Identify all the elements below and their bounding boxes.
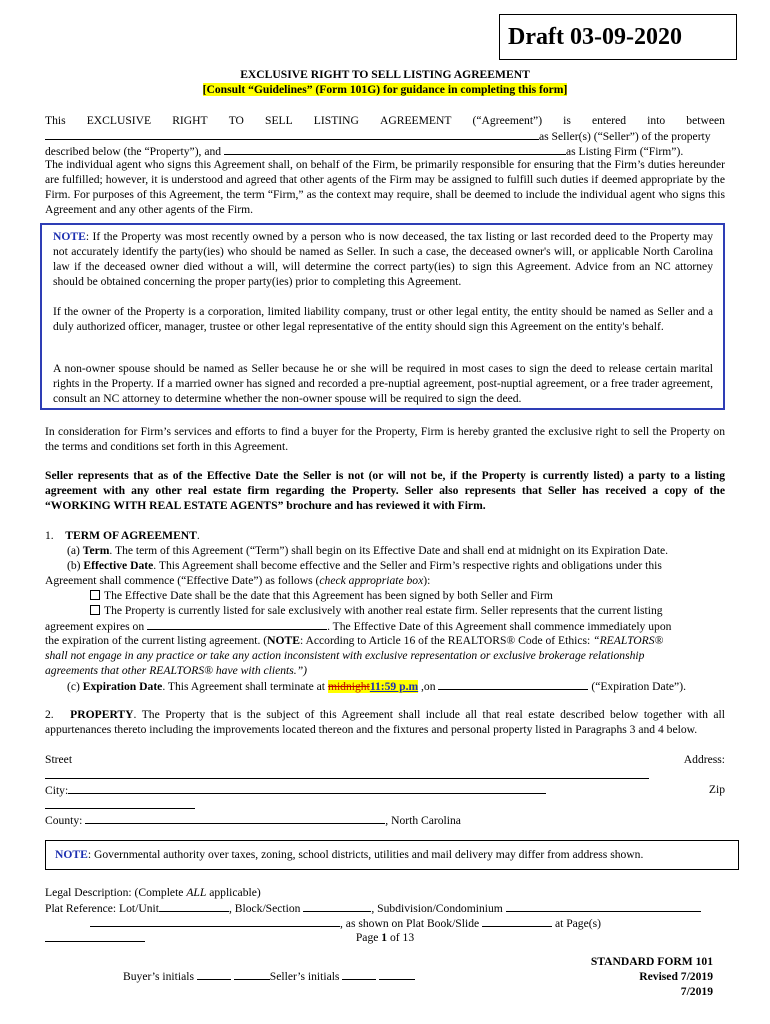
effective-date-line-2	[45, 573, 725, 588]
county-label: County:	[45, 814, 83, 827]
effective-option-2	[90, 603, 725, 618]
expiration-date-field[interactable]	[438, 678, 588, 690]
term-clause	[67, 543, 725, 558]
subdivision-label: , Subdivision/Condominium	[371, 902, 503, 915]
form-number: STANDARD FORM 101	[590, 955, 713, 968]
expiration-prefix: (c)	[67, 680, 83, 693]
county-field[interactable]	[85, 812, 385, 824]
note-paragraph-3: A non-owner spouse should be named as Seller because he or she will be required in most cases to sign the deed to release certain marital rights in the Property. If a married owner has signed and recorded a pre-nuptial agreement, post-nuptial agreement, or a free trader agreement, consult an NC attorney to determine whether the non-owner spouse will be required to sign the deed.	[53, 362, 713, 405]
expires-on-text: agreement expires on	[45, 620, 145, 633]
legal-desc-a: Legal Description: (Complete	[45, 886, 187, 899]
legal-desc-all: ALL	[186, 886, 207, 899]
street-address-field[interactable]	[45, 767, 649, 779]
ethics-line-2: shall not engage in any practice or take any action inconsistent with exclusive representation or exclusive brokerage relationship	[45, 649, 645, 662]
block-label: , Block/Section	[228, 902, 301, 915]
check-appropriate-box: check appropriate box	[319, 574, 424, 587]
option-2-line-2	[45, 618, 725, 634]
effective-date-clause	[67, 558, 725, 573]
street-address-field-row	[45, 767, 649, 783]
effective-text-3: ):	[423, 574, 431, 587]
city-field[interactable]	[68, 782, 546, 794]
intro-seller-line	[45, 128, 725, 144]
ethics-quote-start: “REALTORS®	[593, 634, 664, 647]
section-1-number: 1.	[45, 529, 54, 542]
intro-body: The individual agent who signs this Agreement shall, on behalf of the Firm, be primarily responsible for ensuring that the Firm’s duties hereunder are fulfilled; however, it is understood and agreed that other agents of the Firm may be assigned to fulfill such duties if deemed appropriate by the Firm. For purposes of this Agreement, the term “Firm,” as the context may require, shall be deemed to include the individual agent who signs this Agreement and any other agents of the Firm.	[45, 158, 725, 216]
section-1-title: TERM OF AGREEMENT	[65, 529, 197, 542]
plat-reference-line	[45, 900, 735, 916]
option-2-text: The Property is currently listed for sale exclusively with another real estate firm. Seller represents that the current listing	[104, 604, 663, 617]
section-2-text: . The Property that is the subject of this Agreement shall include all that real estate described below together with all appurtenances thereto including the improvements located thereon and the fixtures and personal property listed in Paragraphs 3 and 4 below.	[45, 708, 725, 736]
option-1-checkbox[interactable]	[90, 590, 100, 600]
page-text-a: Page	[355, 931, 382, 944]
seller-initials-field-1[interactable]	[342, 968, 376, 980]
effective-text-2: Agreement shall commence (“Effective Date”) as follows (	[45, 574, 320, 587]
seller-initials-label: Seller’s initials	[269, 970, 340, 983]
note-p1-text: : If the Property was most recently owned by a person who is now deceased, the tax listing or last recorded deed to the Property may not accurately identify the party(ies) who should be named as Seller. In such a case, the deceased owner's will, or applicable North Carolina law if the deceased owner died without a will, will determine the correct party(ies) to sign this Agreement. Advice from an NC attorney should be obtained concerning the proper party(ies) prior to completing this Agreement.	[53, 230, 713, 288]
intro-word: AGREEMENT	[379, 114, 452, 127]
zip-label: Zip	[708, 783, 725, 796]
page-text-b: of 13	[387, 931, 415, 944]
governmental-note-box	[45, 840, 739, 870]
expiration-label: Expiration Date	[82, 680, 163, 693]
seller-suffix: as Seller(s) (“Seller”) of the property	[539, 130, 711, 143]
zip-field[interactable]	[45, 797, 195, 809]
note-paragraph-2: If the owner of the Property is a corporation, limited liability company, trust or other legal entity, the entity should be named as Seller and a duly authorized officer, manager, trustee or other legal representative of the entity should sign this Agreement on the entity's behalf.	[53, 305, 713, 333]
ethics-intro: : According to Article 16 of the REALTORS® Code of Ethics:	[300, 634, 594, 647]
expiration-date-clause	[67, 678, 725, 694]
intro-word: into	[647, 114, 666, 127]
plat-book-prefix-field[interactable]	[90, 915, 340, 927]
city-label: City:	[45, 784, 69, 797]
plat-label: Plat Reference: Lot/Unit	[45, 902, 159, 915]
option-1-text: The Effective Date shall be the date that this Agreement has been signed by both Seller and Firm	[104, 589, 553, 602]
county-suffix: , North Carolina	[385, 814, 461, 827]
plat-book-line	[90, 915, 730, 931]
intro-word: between	[686, 114, 725, 127]
county-line	[45, 812, 461, 828]
page-num: 1	[381, 931, 388, 944]
consideration-paragraph: In consideration for Firm’s services and efforts to find a buyer for the Property, Firm is hereby granted the exclusive right to sell the Property on the terms and conditions set forth in this Agreement.	[45, 425, 725, 453]
term-prefix: (a)	[67, 544, 83, 557]
ethics-note-label: NOTE	[267, 634, 300, 647]
term-text: . The term of this Agreement (“Term”) shall begin on its Effective Date and shall end at midnight on its Expiration Date.	[109, 544, 669, 557]
described-text: described below (the “Property”), and	[45, 145, 222, 158]
city-zip-line	[45, 782, 725, 798]
plat-book-label: , as shown on Plat Book/Slide	[340, 917, 480, 930]
note-label: NOTE	[53, 230, 86, 243]
page-label: at Page(s)	[554, 917, 601, 930]
firm-name-field[interactable]	[224, 143, 566, 155]
block-section-field[interactable]	[303, 900, 371, 912]
intro-line-1	[45, 113, 725, 128]
plat-book-field[interactable]	[482, 915, 552, 927]
intro-word: entered	[591, 114, 627, 127]
section-2-paragraph	[45, 707, 725, 737]
document-subtitle	[0, 82, 770, 97]
lot-unit-field[interactable]	[159, 900, 229, 912]
draft-label: Draft 03-09-2020	[499, 14, 737, 60]
initials-line	[123, 968, 415, 984]
buyer-initials-field-2[interactable]	[234, 968, 270, 980]
term-label: Term	[82, 544, 110, 557]
legal-description-line	[45, 885, 261, 900]
subtitle-highlight: [Consult “Guidelines” (Form 101G) for guidance in completing this form]	[202, 83, 568, 96]
document-title: EXCLUSIVE RIGHT TO SELL LISTING AGREEMENT	[240, 68, 530, 81]
intro-word: SELL	[265, 114, 293, 127]
subdivision-field[interactable]	[506, 900, 701, 912]
effective-prefix: (b)	[67, 559, 84, 572]
firm-suffix: as Listing Firm (“Firm”).	[566, 145, 684, 158]
zip-field-row	[45, 797, 195, 813]
option-2-line-3	[45, 633, 725, 648]
buyer-initials-field-1[interactable]	[197, 968, 231, 980]
legal-desc-b: applicable)	[206, 886, 261, 899]
intro-word: is	[563, 114, 571, 127]
intro-word: LISTING	[313, 114, 359, 127]
effective-label: Effective Date	[83, 559, 154, 572]
expiration-on: ,on	[418, 680, 436, 693]
address-label: Address:	[683, 753, 725, 766]
inserted-time: 11:59 p.m	[369, 680, 419, 693]
effective-text: . This Agreement shall become effective and the Seller and Firm’s respective rights and obligations under this	[153, 559, 662, 572]
option-2-expiration-text: the expiration of the current listing agreement. (	[45, 634, 268, 647]
form-revised: Revised 7/2019	[639, 970, 713, 983]
seller-name-field[interactable]	[45, 128, 539, 140]
note-paragraph-1	[53, 229, 713, 289]
intro-word: RIGHT	[172, 114, 208, 127]
current-listing-expiry-field[interactable]	[147, 618, 327, 630]
expiration-text: . This Agreement shall terminate at	[162, 680, 328, 693]
effective-option-1	[90, 588, 553, 603]
intro-word: This	[45, 114, 66, 127]
note2-label: NOTE	[55, 848, 88, 861]
seller-represents-paragraph: Seller represents that as of the Effective Date the Seller is not (or will not be, if the Property is currently listed) a party to a listing agreement with any other real estate firm regarding the Property. Seller also represents that Seller has received a copy of the “WORKING WITH REAL ESTATE AGENTS” brochure and has reviewed it with Firm.	[45, 469, 725, 512]
deceased-owner-note-box	[40, 223, 725, 410]
note2-text: : Governmental authority over taxes, zoning, school districts, utilities and mail delivery may differ from address shown.	[87, 848, 644, 861]
struck-midnight: midnight	[327, 680, 370, 693]
intro-word: EXCLUSIVE	[86, 114, 152, 127]
page-number	[0, 930, 770, 945]
ethics-line-3: agreements that other REALTORS® have with clients.”)	[45, 664, 308, 677]
form-date: 7/2019	[680, 985, 713, 998]
intro-word: (“Agreement”)	[472, 114, 543, 127]
governmental-note	[55, 847, 643, 862]
seller-initials-field-2[interactable]	[379, 968, 415, 980]
section-1-heading: 1. TERM OF AGREEMENT.	[45, 529, 200, 542]
buyer-initials-label: Buyer’s initials	[123, 970, 194, 983]
section-2-title: PROPERTY	[70, 708, 134, 721]
section-2-number: 2.	[45, 708, 54, 721]
street-label: Street	[45, 753, 73, 766]
intro-word: TO	[228, 114, 244, 127]
option-2-checkbox[interactable]	[90, 605, 100, 615]
expiration-end: (“Expiration Date”).	[591, 680, 686, 693]
street-address-line	[45, 752, 725, 767]
option-2-continue: . The Effective Date of this Agreement shall commence immediately upon	[327, 620, 672, 633]
